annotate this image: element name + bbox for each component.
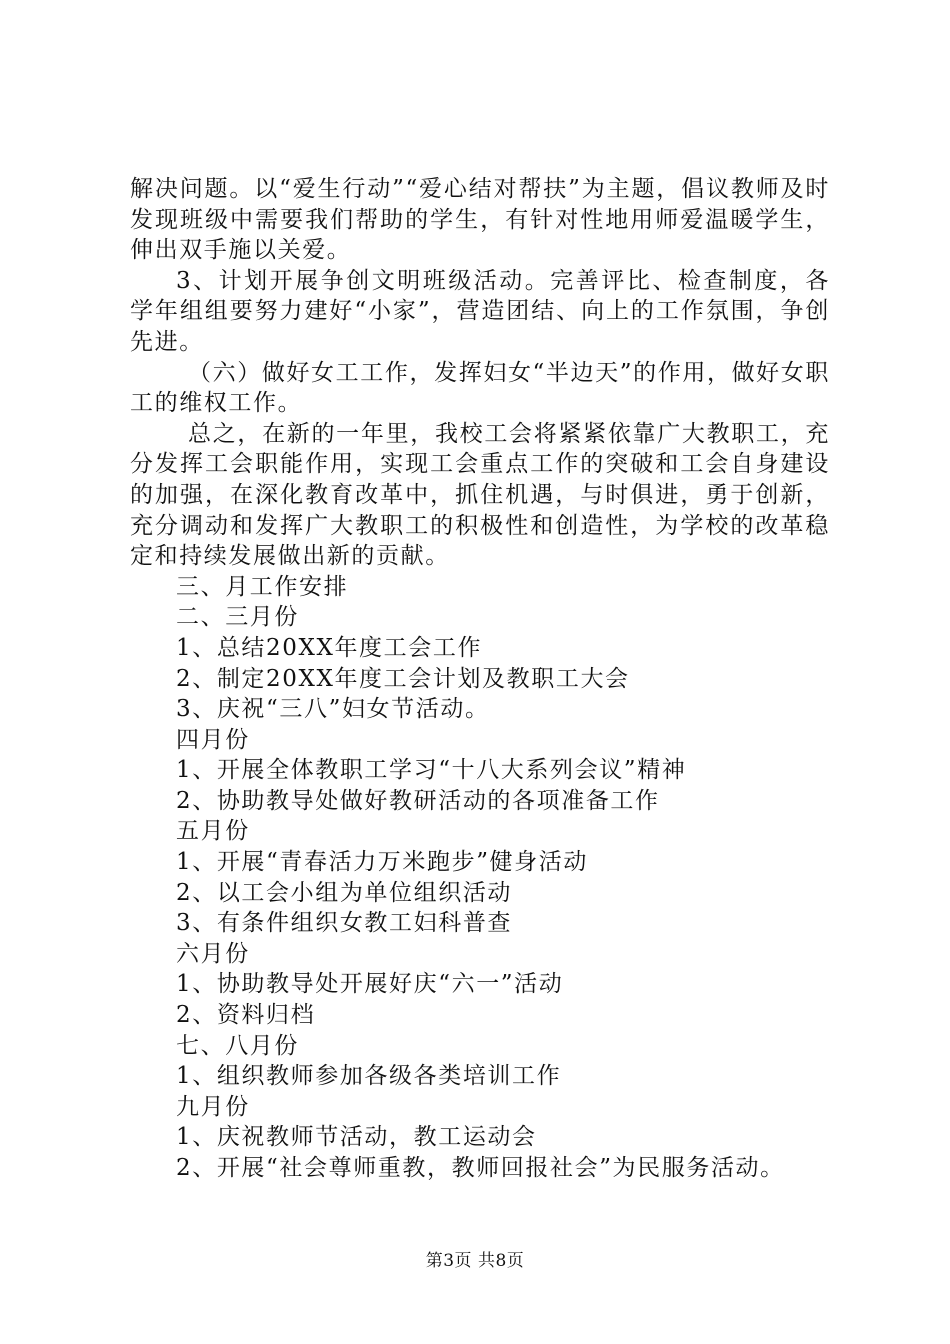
schedule-item: 1、开展“青春活力万米跑步”健身活动 bbox=[176, 849, 588, 876]
schedule-item: 2、以工会小组为单位组织活动 bbox=[176, 879, 513, 906]
paragraph-civilized-class: 3、计划开展争创文明班级活动。完善评比、检查制度，各学年组组要努力建好“小家”，营造团结、向上的工作氛围，争创先进。 bbox=[130, 267, 830, 355]
schedule-item: 1、协助教导处开展好庆“六一”活动 bbox=[176, 971, 564, 998]
schedule-month-apr: 四月份 bbox=[176, 726, 250, 753]
schedule-item: 1、组织教师参加各级各类培训工作 bbox=[176, 1063, 562, 1090]
schedule-month-sep: 九月份 bbox=[176, 1093, 250, 1120]
schedule-month-feb-mar: 二、三月份 bbox=[176, 604, 299, 631]
document-body bbox=[130, 174, 830, 1184]
schedule-heading: 三、月工作安排 bbox=[176, 573, 349, 600]
schedule-item: 1、开展全体教职工学习“十八大系列会议”精神 bbox=[176, 757, 687, 784]
schedule-item: 3、有条件组织女教工妇科普查 bbox=[176, 910, 513, 937]
paragraph-conclusion: 总之，在新的一年里，我校工会将紧紧依靠广大教职工，充分发挥工会职能作用，实现工会重点工作的突破和工会自身建设的加强，在深化教育改革中，抓住机遇，与时俱进，勇于创新，充分调动和发挥广大教职工的积极性和创造性，为学校的改革稳定和持续发展做出新的贡献。 bbox=[130, 420, 830, 570]
schedule-month-jun: 六月份 bbox=[176, 940, 250, 967]
schedule-item: 1、总结20XX年度工会工作 bbox=[176, 634, 483, 661]
schedule-item: 2、开展“社会尊师重教，教师回报社会”为民服务活动。 bbox=[176, 1155, 785, 1181]
schedule-item: 2、资料归档 bbox=[176, 1002, 316, 1029]
schedule-month-jul-aug: 七、八月份 bbox=[176, 1032, 299, 1059]
page-number-footer: 第3页 共8页 bbox=[425, 1251, 525, 1271]
schedule-item: 1、庆祝教师节活动，教工运动会 bbox=[176, 1124, 537, 1151]
schedule-item: 2、协助教导处做好教研活动的各项准备工作 bbox=[176, 787, 660, 814]
schedule-month-may: 五月份 bbox=[176, 818, 250, 845]
schedule-item: 2、制定20XX年度工会计划及教职工大会 bbox=[176, 665, 630, 692]
schedule-item: 3、庆祝“三八”妇女节活动。 bbox=[176, 696, 490, 723]
paragraph-caring-students: 解决问题。以“爱生行动”“爱心结对帮扶”为主题，倡议教师及时发现班级中需要我们帮助的学生，有针对性地用师爱温暖学生，伸出双手施以关爱。 bbox=[130, 176, 830, 264]
paragraph-female-workers: （六）做好女工工作，发挥妇女“半边天”的作用，做好女职工的维权工作。 bbox=[130, 359, 830, 417]
